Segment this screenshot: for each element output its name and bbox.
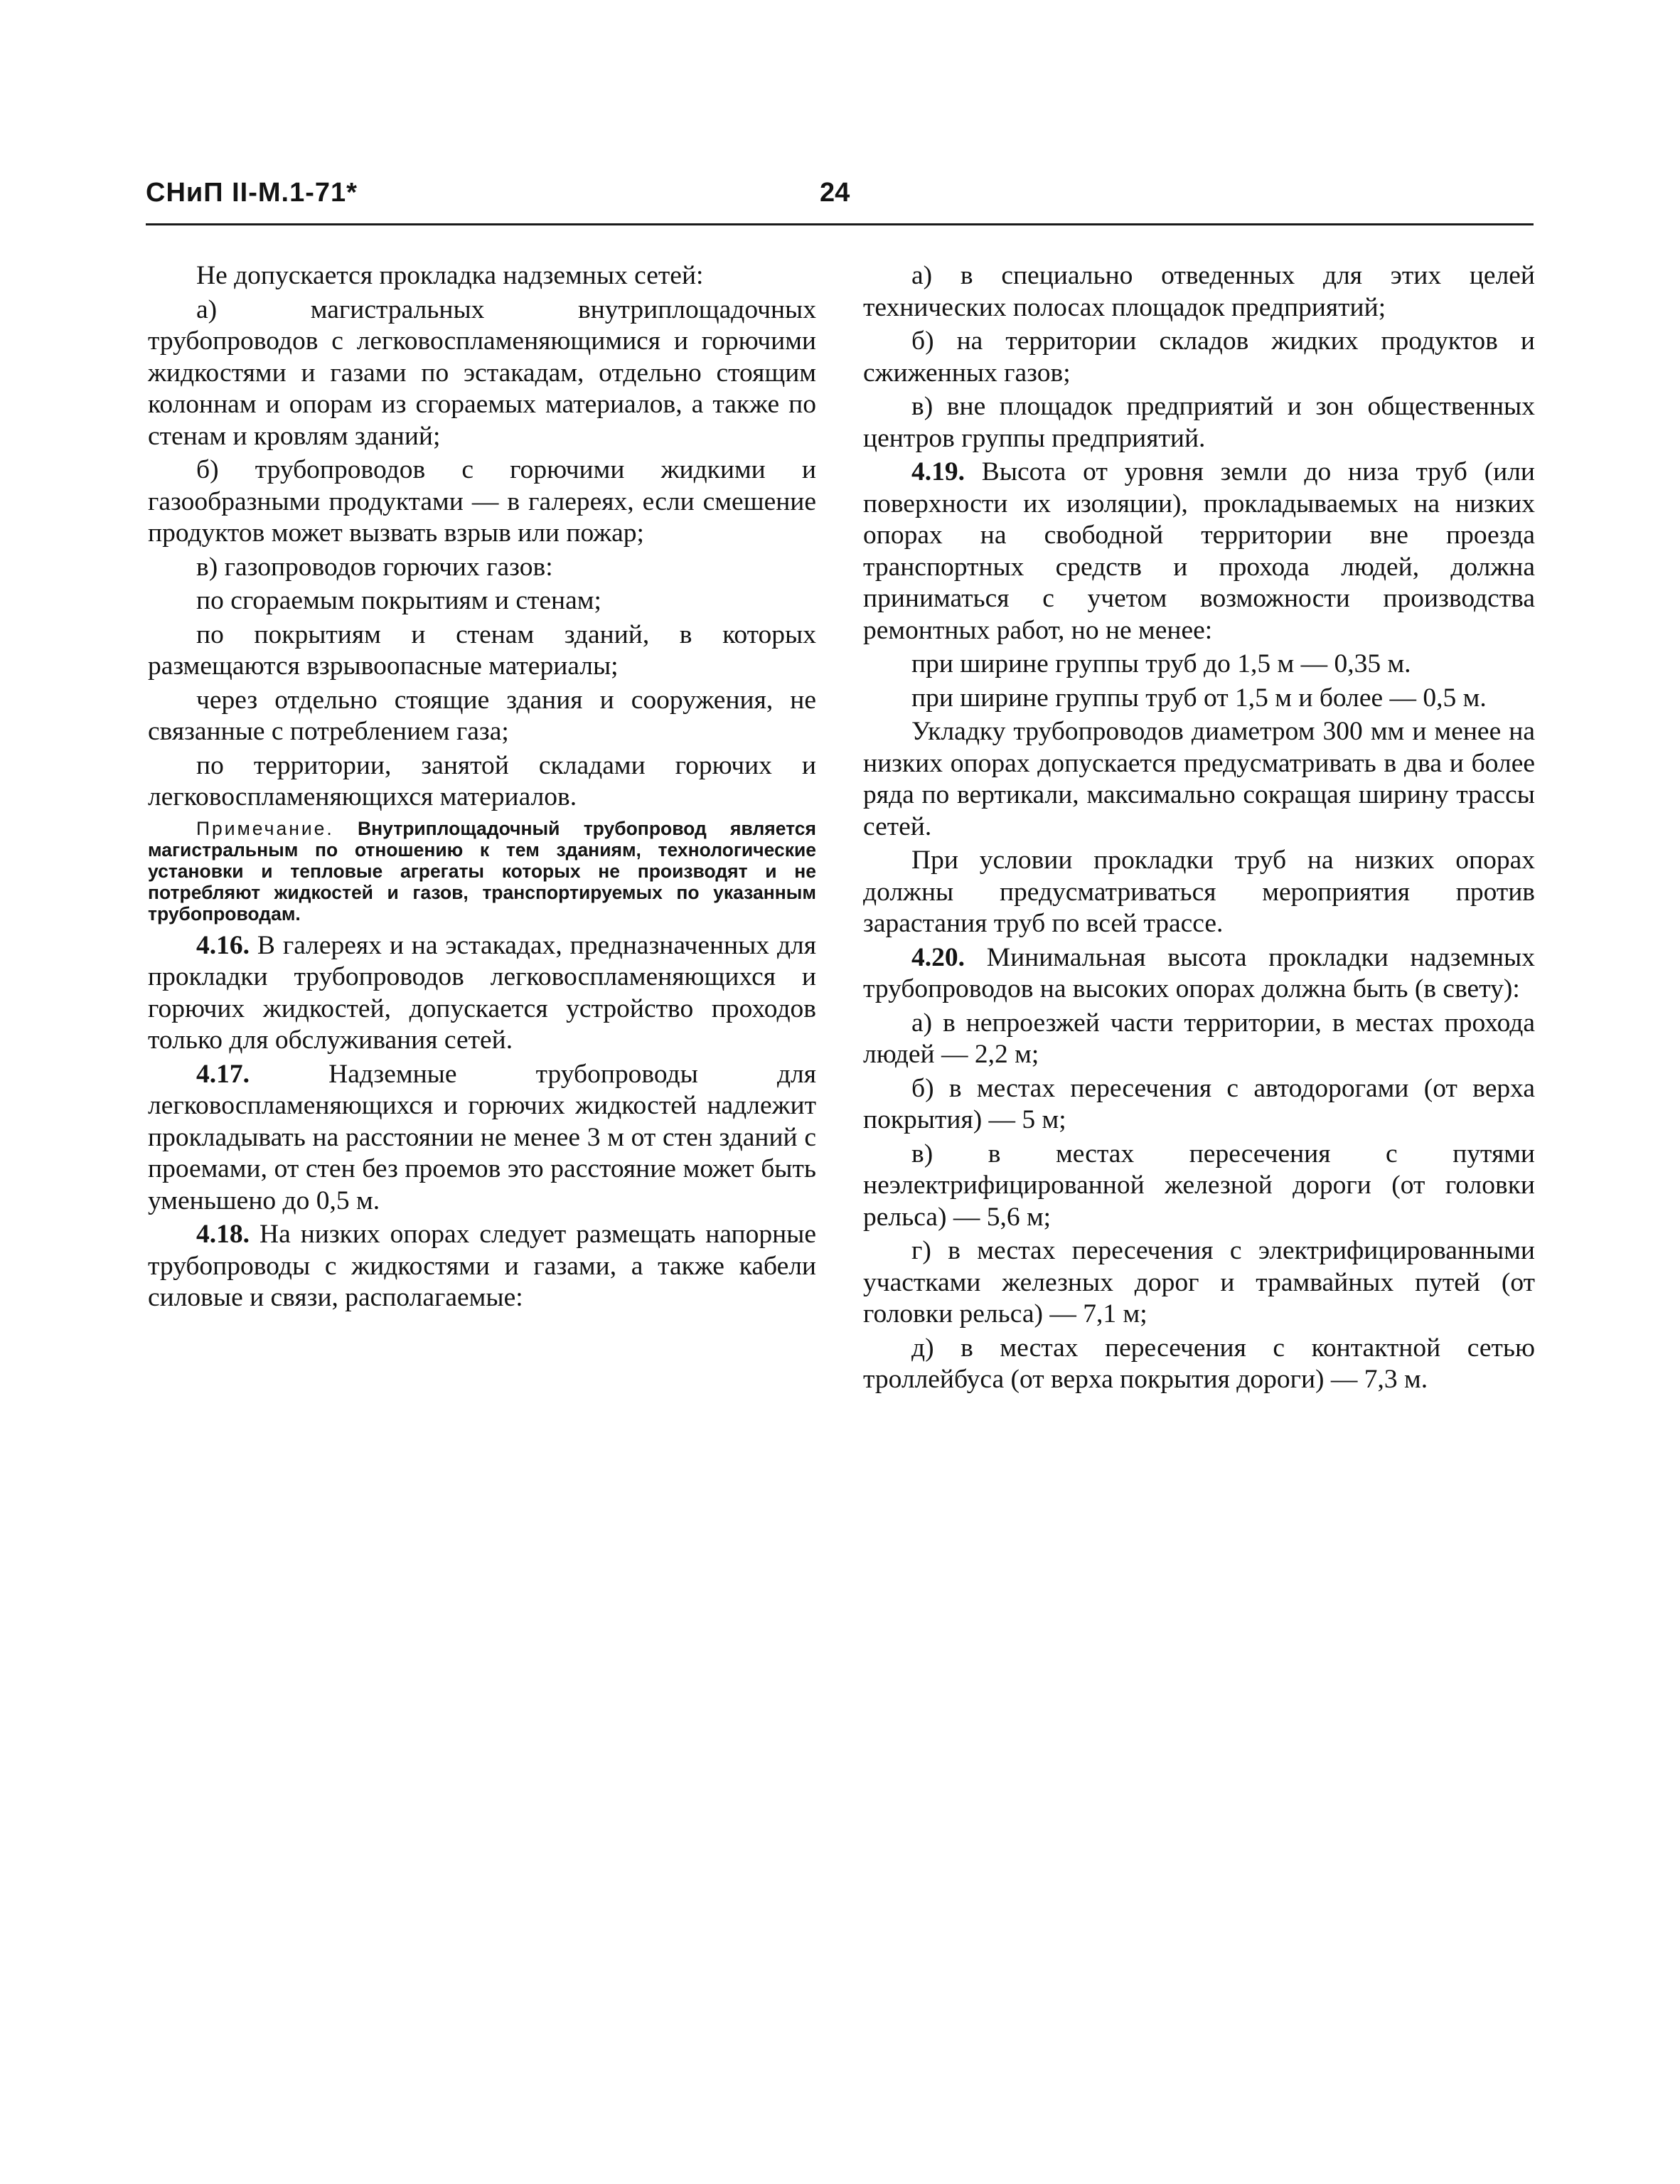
paragraph: по сгораемым покрытиям и стенам;: [196, 586, 601, 615]
note: [148, 818, 816, 925]
list-item: а) магистральных внутриплощадочных трубопроводов с легковоспламеняющимися и горючими жидкостями и газами по эстакадам, отдельно стоящим колоннам и опорам из сгораемых материалов, а также по стенам и кровлям зданий;: [148, 294, 816, 451]
left-column: [148, 260, 816, 1316]
paragraph: через отдельно стоящие здания и сооружения, не связанные с потреблением газа;: [148, 685, 816, 746]
paragraph: по территории, занятой складами горючих и легковоспламеняющихся материалов.: [148, 750, 816, 811]
right-column: [863, 260, 1535, 1398]
list-item: б) трубопроводов с горючими жидкими и газообразными продуктами — в галереях, если смешение продуктов может вызвать взрыв или пожар;: [148, 455, 816, 548]
paragraph: Не допускается прокладка надземных сетей:: [196, 261, 704, 290]
paragraph: Укладку трубопроводов диаметром 300 мм и менее на низких опорах допускается предусматривать в два и более ряда по вертикали, максимально сокращая ширину трассы сетей.: [863, 717, 1535, 841]
clause-number: 4.18.: [196, 1220, 250, 1249]
clause-4-19: [863, 457, 1535, 646]
clause-text: Надземные трубопроводы для легковоспламеняющихся и горючих жидкостей надлежит прокладывать на расстоянии не менее 3 м от стен зданий с проемами, от стен без проемов это расстояние может быть уменьшено до 0,5 м.: [148, 1059, 816, 1215]
clause-number: 4.16.: [196, 930, 250, 960]
list-item: г) в местах пересечения с электрифицированными участками железных дорог и трамвайных путей (от головки рельса) — 7,1 м;: [863, 1236, 1535, 1328]
clause-text: Минимальная высота прокладки надземных трубопроводов на высоких опорах должна быть (в свету):: [863, 942, 1536, 1003]
clause-number: 4.19.: [911, 457, 965, 486]
list-item: в) газопроводов горючих газов:: [196, 552, 553, 582]
clause-4-20: [863, 942, 1535, 1006]
paragraph: При условии прокладки труб на низких опорах должны предусматриваться мероприятия против зарастания труб по всей трассе.: [863, 846, 1535, 938]
note-text: Внутриплощадочный трубопровод является магистральным по отношению к тем зданиям, технологические установки и тепловые агрегаты которых не производят и не потребляют жидкостей и газов, транспортируемых по указанным трубопроводам.: [148, 817, 816, 925]
document-code: СНиП II-М.1-71*: [146, 178, 358, 208]
list-item: б) в местах пересечения с автодорогами (от верха покрытия) — 5 м;: [863, 1073, 1535, 1134]
note-label: Примечание.: [196, 817, 334, 839]
page-header: [146, 178, 1534, 220]
list-item: в) вне площадок предприятий и зон общественных центров группы предприятий.: [863, 392, 1535, 453]
page-number: 24: [820, 178, 850, 208]
clause-text: В галереях и на эстакадах, предназначенных для прокладки трубопроводов легковоспламеняющихся и горючих жидкостей, допускается устройство проходов только для обслуживания сетей.: [148, 930, 817, 1055]
clause-number: 4.17.: [196, 1059, 250, 1089]
list-item: д) в местах пересечения с контактной сетью троллейбуса (от верха покрытия дороги) — 7,3 м.: [863, 1333, 1535, 1394]
list-item: б) на территории складов жидких продуктов и сжиженных газов;: [863, 326, 1535, 388]
clause-text: Высота от уровня земли до низа труб (или поверхности их изоляции), прокладываемых на низких опорах на свободной территории вне проезда транспортных средств и прохода людей, должна приниматься с учетом возможности производства ремонтных работ, но не менее:: [863, 457, 1536, 645]
header-rule: [146, 223, 1534, 225]
clause-text: На низких опорах следует размещать напорные трубопроводы с жидкостями и газами, а также кабели силовые и связи, располагаемые:: [148, 1220, 816, 1312]
clause-4-17: [148, 1059, 816, 1218]
clause-4-16: [148, 930, 816, 1057]
clause-4-18: [148, 1219, 816, 1314]
list-item: а) в непроезжей части территории, в местах прохода людей — 2,2 м;: [863, 1008, 1535, 1069]
paragraph: по покрытиям и стенам зданий, в которых размещаются взрывоопасные материалы;: [148, 619, 816, 681]
list-item: в) в местах пересечения с путями неэлектрифицированной железной дороги (от головки рельса) — 5,6 м;: [863, 1139, 1535, 1232]
clause-number: 4.20.: [911, 942, 965, 972]
measure-line: при ширине группы труб от 1,5 м и более — 0,5 м.: [911, 683, 1487, 713]
measure-line: при ширине группы труб до 1,5 м — 0,35 м.: [911, 649, 1411, 678]
list-item: а) в специально отведенных для этих целей технических полосах площадок предприятий;: [863, 261, 1535, 322]
